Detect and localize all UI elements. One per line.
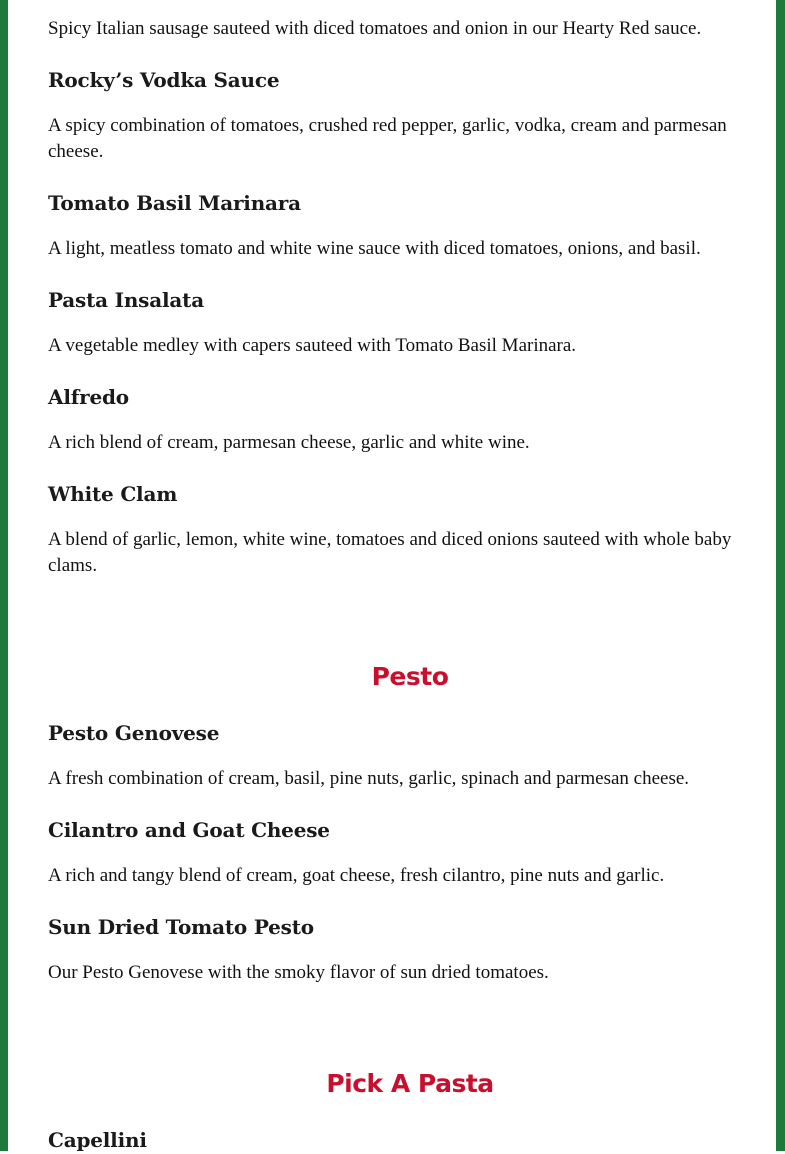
menu-item-partial — [48, 16, 772, 42]
menu-item-alfredo — [48, 383, 772, 456]
item-description: A rich and tangy blend of cream, goat cheese, fresh cilantro, pine nuts and garlic. — [48, 865, 665, 886]
section-title-pesto: Pesto — [371, 662, 449, 691]
menu-item-pesto-genovese — [48, 719, 772, 792]
item-name: Pasta Insalata — [48, 288, 204, 312]
item-description: A rich blend of cream, parmesan cheese, garlic and white wine. — [48, 432, 530, 453]
left-frame-border — [0, 0, 8, 1151]
item-name: Capellini — [48, 1128, 147, 1152]
item-name: Rocky’s Vodka Sauce — [48, 68, 280, 92]
item-name: Alfredo — [48, 385, 129, 409]
menu-item-pasta-insalata — [48, 286, 772, 359]
menu-item-cilantro-goat-cheese — [48, 816, 772, 889]
item-name: Pesto Genovese — [48, 721, 220, 745]
item-name: Tomato Basil Marinara — [48, 191, 301, 215]
item-name: Sun Dried Tomato Pesto — [48, 915, 314, 939]
item-description: A light, meatless tomato and white wine sauce with diced tomatoes, onions, and basil. — [48, 238, 701, 259]
section-title-pick-a-pasta: Pick A Pasta — [326, 1069, 494, 1098]
menu-item-tomato-basil-marinara — [48, 189, 772, 262]
menu-item-sun-dried-tomato-pesto — [48, 913, 772, 986]
item-description: A fresh combination of cream, basil, pine nuts, garlic, spinach and parmesan cheese. — [48, 768, 690, 789]
item-description: A spicy combination of tomatoes, crushed red pepper, garlic, vodka, cream and parmesan cheese. — [48, 115, 727, 162]
item-name: Cilantro and Goat Cheese — [48, 818, 330, 842]
item-description: A blend of garlic, lemon, white wine, tomatoes and diced onions sauteed with whole baby clams. — [48, 529, 732, 576]
item-description: A vegetable medley with capers sauteed with Tomato Basil Marinara. — [48, 335, 577, 356]
menu-item-vodka-sauce — [48, 66, 772, 165]
item-description: Our Pesto Genovese with the smoky flavor of sun dried tomatoes. — [48, 962, 549, 983]
right-frame-border — [776, 0, 785, 1151]
item-description: Spicy Italian sausage sauteed with diced tomatoes and onion in our Hearty Red sauce. — [48, 18, 702, 39]
menu-item-capellini — [48, 1126, 772, 1154]
menu-item-white-clam — [48, 480, 772, 579]
item-name: White Clam — [48, 482, 178, 506]
